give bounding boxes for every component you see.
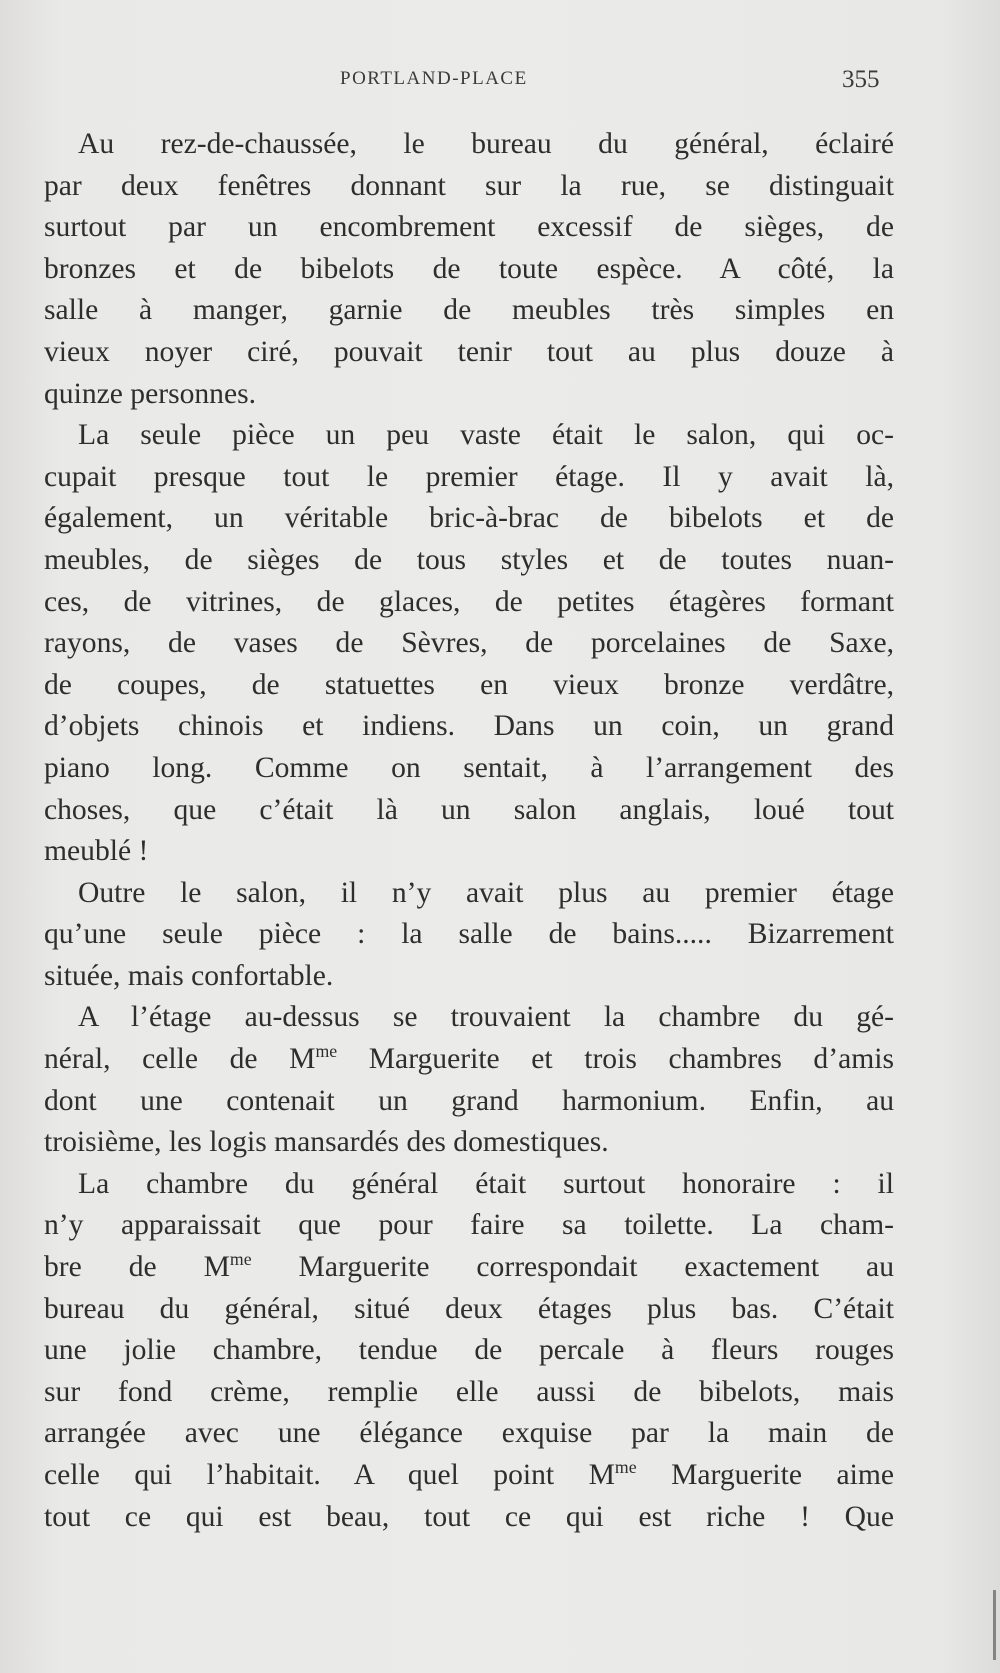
text-line: bronzes et de bibelots de toute espèce. A côté, la (44, 252, 894, 285)
text-line: par deux fenêtres donnant sur la rue, se distinguait (44, 169, 894, 202)
text-line: vieux noyer ciré, pouvait tenir tout au plus douze à (44, 335, 894, 368)
running-head (0, 66, 1000, 96)
text-line: meublé ! (44, 835, 149, 868)
text-line: Outre le salon, il n’y avait plus au premier étage (78, 876, 894, 909)
running-head-title: PORTLAND-PLACE (340, 68, 528, 89)
text-line: une jolie chambre, tendue de percale à fleurs rouges (44, 1334, 894, 1367)
text-line: La seule pièce un peu vaste était le salon, qui oc- (78, 419, 894, 452)
text-line: néral, celle de $M^{me}$ Marguerite et trois chambres d’amis (44, 1041, 894, 1076)
text-line: n’y apparaissait que pour faire sa toilette. La cham- (44, 1209, 894, 1242)
text-line: également, un véritable bric-à-brac de bibelots et de (44, 502, 894, 535)
paragraph (44, 415, 894, 873)
paragraph (44, 1164, 894, 1538)
text-line: Au rez-de-chaussée, le bureau du général, éclairé (78, 128, 894, 160)
text-line: située, mais confortable. (44, 959, 334, 992)
page-edge-mark (993, 1590, 996, 1660)
text-line: bureau du général, situé deux étages plus bas. C’était (44, 1292, 894, 1325)
body-text (44, 124, 894, 1538)
text-line: rayons, de vases de Sèvres, de porcelaines de Saxe, (44, 627, 894, 660)
text-line: arrangée avec une élégance exquise par la main de (44, 1417, 894, 1450)
text-line: A l’étage au-dessus se trouvaient la chambre du gé- (78, 1001, 894, 1034)
paragraph (44, 873, 894, 998)
text-line: La chambre du général était surtout honoraire : il (78, 1167, 894, 1200)
text-line: dont une contenait un grand harmonium. Enfin, au (44, 1084, 894, 1117)
page-number: 355 (842, 66, 880, 93)
text-line: meubles, de sièges de tous styles et de toutes nuan- (44, 543, 894, 576)
paragraph (44, 124, 894, 415)
text-line: tout ce qui est beau, tout ce qui est riche ! Que (44, 1500, 894, 1533)
text-line: d’objets chinois et indiens. Dans un coin, un grand (44, 710, 894, 743)
text-line: de coupes, de statuettes en vieux bronze verdâtre, (44, 668, 894, 701)
text-line: ces, de vitrines, de glaces, de petites étagères formant (44, 585, 894, 618)
text-line: qu’une seule pièce : la salle de bains..... Bizarrement (44, 918, 894, 951)
paragraph (44, 997, 894, 1163)
text-line: sur fond crème, remplie elle aussi de bibelots, mais (44, 1375, 894, 1408)
text-line: bre de $M^{me}$ Marguerite correspondait exactement au (44, 1249, 894, 1284)
text-line: surtout par un encombrement excessif de sièges, de (44, 211, 894, 244)
text-line: salle à manger, garnie de meubles très simples en (44, 294, 894, 327)
text-line: choses, que c’était là un salon anglais, loué tout (44, 793, 894, 826)
text-line: piano long. Comme on sentait, à l’arrangement des (44, 751, 894, 784)
text-line: quinze personnes. (44, 377, 257, 410)
text-line: troisième, les logis mansardés des domestiques. (44, 1126, 609, 1159)
text-line: celle qui l’habitait. A quel point $M^{me}$ Marguerite aime (44, 1457, 894, 1491)
text-line: cupait presque tout le premier étage. Il y avait là, (44, 460, 894, 493)
